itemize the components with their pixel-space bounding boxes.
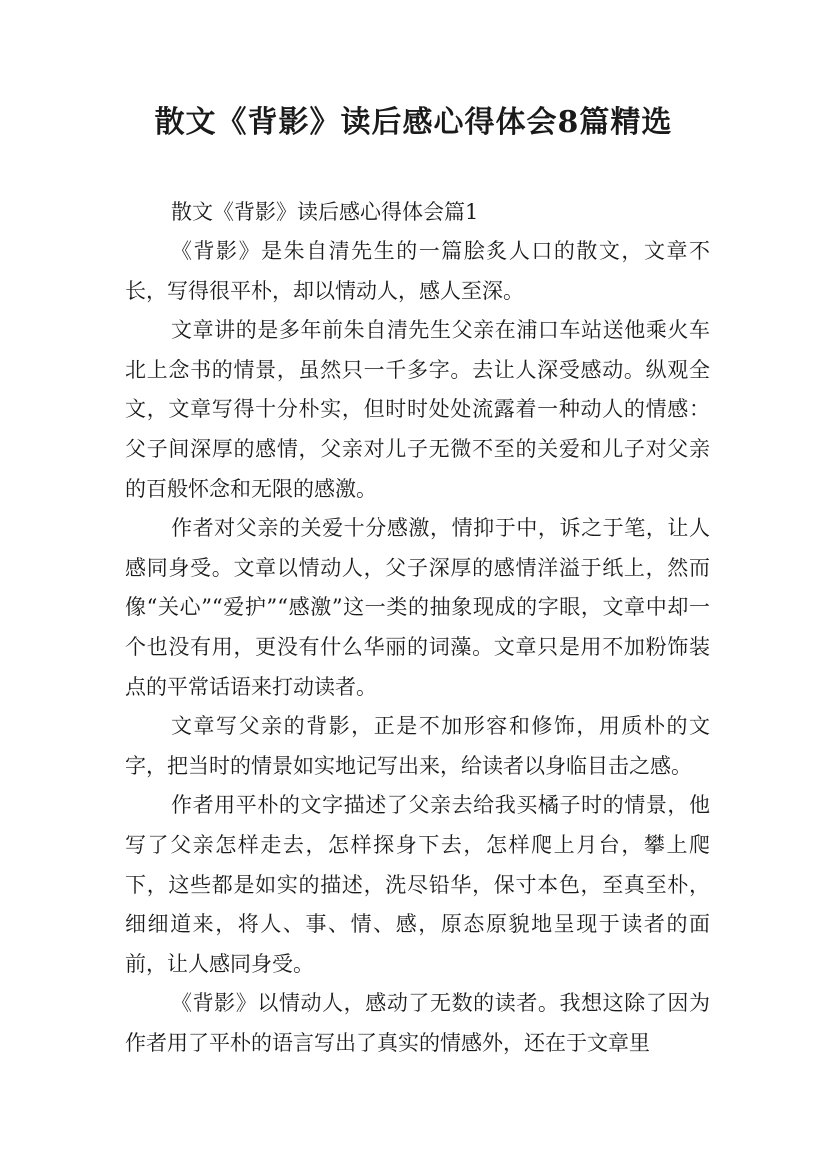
paragraph: 《背影》是朱自清先生的一篇脍炙人口的散文，文章不长，写得很平朴，却以情动人，感人至深。 — [125, 239, 710, 303]
paragraph: 作者用平朴的文字描述了父亲去给我买橘子时的情景，他写了父亲怎样走去，怎样探身下去，怎样爬上月台，攀上爬下，这些都是如实的描述，洗尽铅华，保寸本色，至真至朴，细细道来，将人、事、情、感，原态原貌地呈现于读者的面前，让人感同身受。 — [125, 793, 710, 976]
paragraph: 文章讲的是多年前朱自清先生父亲在浦口车站送他乘火车北上念书的情景，虽然只一千多字。去让人深受感动。纵观全文，文章写得十分朴实，但时时处处流露着一种动人的情感：父子间深厚的感情，父亲对儿子无微不至的关爱和儿子对父亲的百般怀念和无限的感激。 — [125, 318, 710, 501]
section-heading: 散文《背影》读后感心得体会篇1 — [171, 200, 479, 224]
paragraph: 文章写父亲的背影，正是不加形容和修饰，用质朴的文字，把当时的情景如实地记写出来，给读者以身临目击之感。 — [125, 714, 710, 778]
document-body — [125, 192, 710, 1063]
paragraph: 《背影》以情动人，感动了无数的读者。我想这除了因为作者用了平朴的语言写出了真实的情感外，还在于文章里 — [125, 991, 710, 1055]
paragraph: 作者对父亲的关爱十分感激，情抑于中，诉之于笔，让人感同身受。文章以情动人，父子深厚的感情洋溢于纸上，然而像“关心”“爱护”“感激”这一类的抽象现成的字眼，文章中却一个也没有用，更没有什么华丽的词藻。文章只是用不加粉饰装点的平常话语来打动读者。 — [125, 516, 710, 699]
document-title: 散文《背影》读后感心得体会8篇精选 — [154, 105, 673, 140]
